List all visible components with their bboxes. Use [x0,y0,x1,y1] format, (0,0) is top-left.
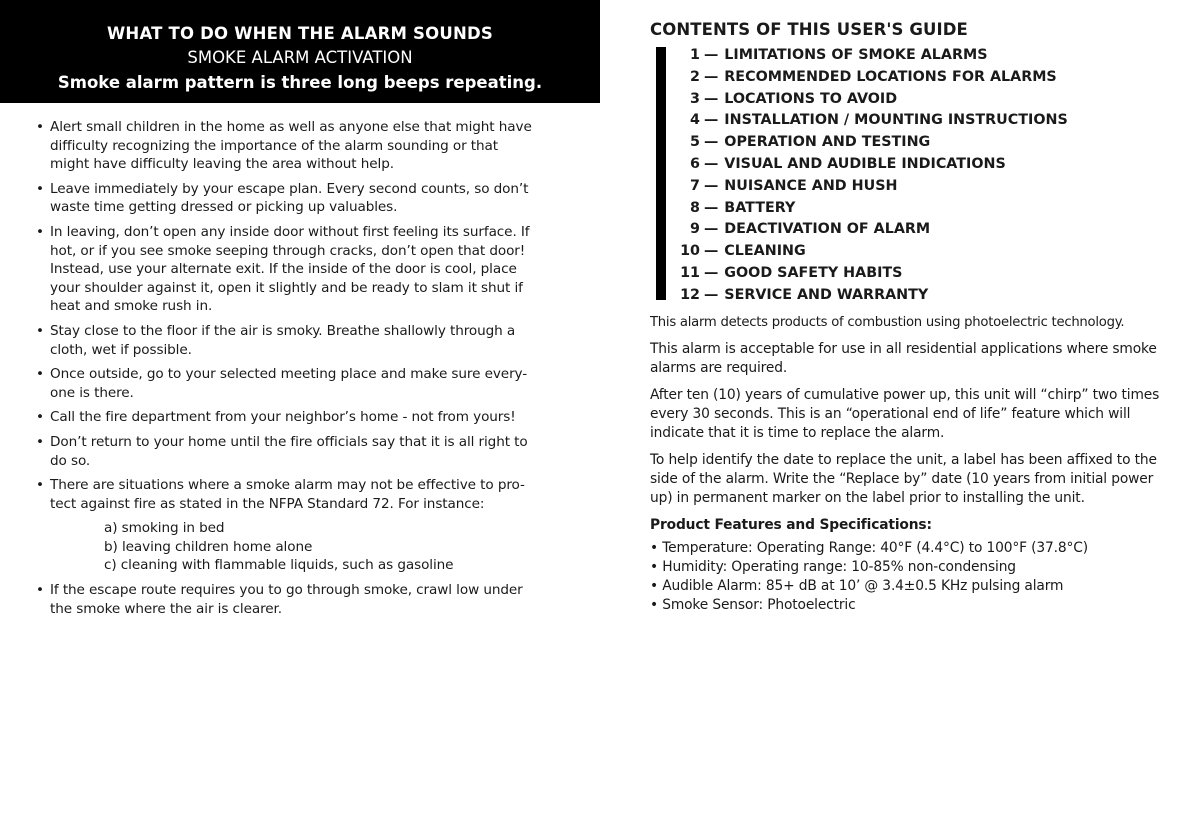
features-list [650,539,1162,615]
bullet-text: There are situations where a smoke alarm may not be effective to pro-tect against fire as stated in the NFPA Standard 72. For instance: [50,477,525,512]
toc-dash: — [704,264,719,281]
bullet: • [36,477,44,494]
alarm-instructions-list [36,118,536,624]
bullet-text: In leaving, don’t open any inside door without first feeling its surface. If hot, or if you see smoke seeping through cracks, don’t open that door! Instead, use your alternate exit. If the inside of the door is cool, place your shoulder against it, open it slightly and be ready to slam it shut if heat and smoke rush in. [50,223,530,315]
paragraph: This alarm detects products of combustion using photoelectric technology. [650,315,1125,330]
paragraph: After ten (10) years of cumulative power up, this unit will “chirp” two times every 30 seconds. This is an “operational end of life” feature which will indicate that it is time to replace the alarm. [650,387,1160,441]
features-title: Product Features and Specifications: [650,517,932,533]
bullet: • [36,409,44,426]
toc-item [674,285,1068,307]
bullet-text: Once outside, go to your selected meeting place and make sure every-one is there. [50,366,528,401]
toc-item [674,219,1068,241]
list-item [36,223,536,316]
list-item [36,581,536,618]
bullet-text: Don’t return to your home until the fire officials say that it is all right to do so. [50,433,528,469]
feature-item: • Humidity: Operating range: 10-85% non-condensing [650,559,1016,575]
toc-label: BATTERY [724,199,796,216]
toc-label: LIMITATIONS OF SMOKE ALARMS [724,47,988,63]
header-subtitle: SMOKE ALARM ACTIVATION [187,48,413,67]
feature-item: • Audible Alarm: 85+ dB at 10’ @ 3.4±0.5 KHz pulsing alarm [650,578,1064,594]
toc-item [674,45,1068,67]
bullet: • [36,180,44,197]
list-item [36,322,536,359]
paragraph: This alarm is acceptable for use in all residential applications where smoke alarms are required. [650,341,1157,376]
toc-number: 4 [690,112,700,129]
toc-item [674,263,1068,285]
bullet-text: If the escape route requires you to go through smoke, crawl low under the smoke where the air is clearer. [50,582,523,617]
toc-label: RECOMMENDED LOCATIONS FOR ALARMS [724,68,1057,85]
toc-title: CONTENTS OF THIS USER'S GUIDE [650,20,968,39]
toc-number: 10 [680,243,700,260]
list-item [36,433,536,470]
toc-dash: — [704,286,719,303]
list-item [36,476,536,575]
bullet: • [36,322,44,339]
toc-number: 3 [690,90,700,107]
examples-sublist [50,519,536,575]
sub-item: c) cleaning with flammable liquids, such as gasoline [104,557,454,574]
toc-side-bar [656,47,666,300]
toc-dash: — [704,155,719,172]
toc-label: SERVICE AND WARRANTY [724,286,929,303]
toc-item [674,241,1068,263]
list-item [36,180,536,217]
header-title: WHAT TO DO WHEN THE ALARM SOUNDS [107,24,493,43]
toc-label: DEACTIVATION OF ALARM [724,221,931,238]
guide-body [650,313,1162,615]
toc-dash: — [704,199,719,216]
sub-item: a) smoking in bed [104,520,225,537]
toc-number: 11 [680,264,700,281]
toc-dash: — [704,112,719,129]
toc-number: 9 [690,221,700,238]
toc-label: LOCATIONS TO AVOID [724,90,898,107]
bullet-text: Alert small children in the home as well as anyone else that might have difficulty recognizing the importance of the alarm sounding or that might have difficulty leaving the area without help. [50,119,532,173]
toc-number: 1 [690,47,700,63]
toc-dash: — [704,177,719,194]
bullet-text: Stay close to the floor if the air is smoky. Breathe shallowly through a cloth, wet if possible. [50,322,516,358]
toc-item [674,132,1068,154]
alarm-header-banner [0,0,600,103]
toc-dash: — [704,221,719,238]
table-of-contents [674,45,1068,307]
header-pattern: Smoke alarm pattern is three long beeps repeating. [57,73,543,92]
toc-label: VISUAL AND AUDIBLE INDICATIONS [724,155,1006,172]
bullet: • [36,433,44,450]
bullet: • [36,582,44,599]
toc-item [674,198,1068,220]
toc-label: GOOD SAFETY HABITS [724,264,903,281]
toc-label: NUISANCE AND HUSH [724,177,898,194]
toc-item [674,154,1068,176]
toc-label: CLEANING [724,243,806,260]
toc-dash: — [704,68,719,85]
toc-number: 5 [690,134,700,151]
feature-item: • Temperature: Operating Range: 40°F (4.4°C) to 100°F (37.8°C) [650,540,1088,556]
right-page [650,0,1170,826]
toc-label: OPERATION AND TESTING [724,134,931,151]
paragraph: To help identify the date to replace the unit, a label has been affixed to the side of the alarm. Write the “Replace by” date (10 years from initial power up) in permanent marker on the label prior to installing the unit. [650,452,1157,506]
toc-item [674,110,1068,132]
toc-label: INSTALLATION / MOUNTING INSTRUCTIONS [724,112,1068,129]
toc-item [674,67,1068,89]
toc-number: 12 [680,286,700,303]
bullet: • [36,223,44,240]
toc-dash: — [704,47,719,63]
list-item [36,408,536,427]
feature-item: • Smoke Sensor: Photoelectric [650,597,856,613]
toc-dash: — [704,243,719,260]
bullet: • [36,119,44,135]
toc-number: 7 [690,177,700,194]
toc-dash: — [704,90,719,107]
bullet: • [36,366,44,383]
bullet-text: Leave immediately by your escape plan. Every second counts, so don’t waste time getting dressed or picking up valuables. [50,180,529,216]
list-item [36,118,536,174]
sub-item: b) leaving children home alone [104,538,313,555]
toc-dash: — [704,134,719,151]
list-item [36,365,536,402]
bullet-text: Call the fire department from your neighbor’s home - not from yours! [50,409,516,426]
toc-item [674,176,1068,198]
toc-number: 8 [690,199,700,216]
toc-item [674,89,1068,111]
toc-number: 2 [690,68,700,85]
toc-number: 6 [690,155,700,172]
